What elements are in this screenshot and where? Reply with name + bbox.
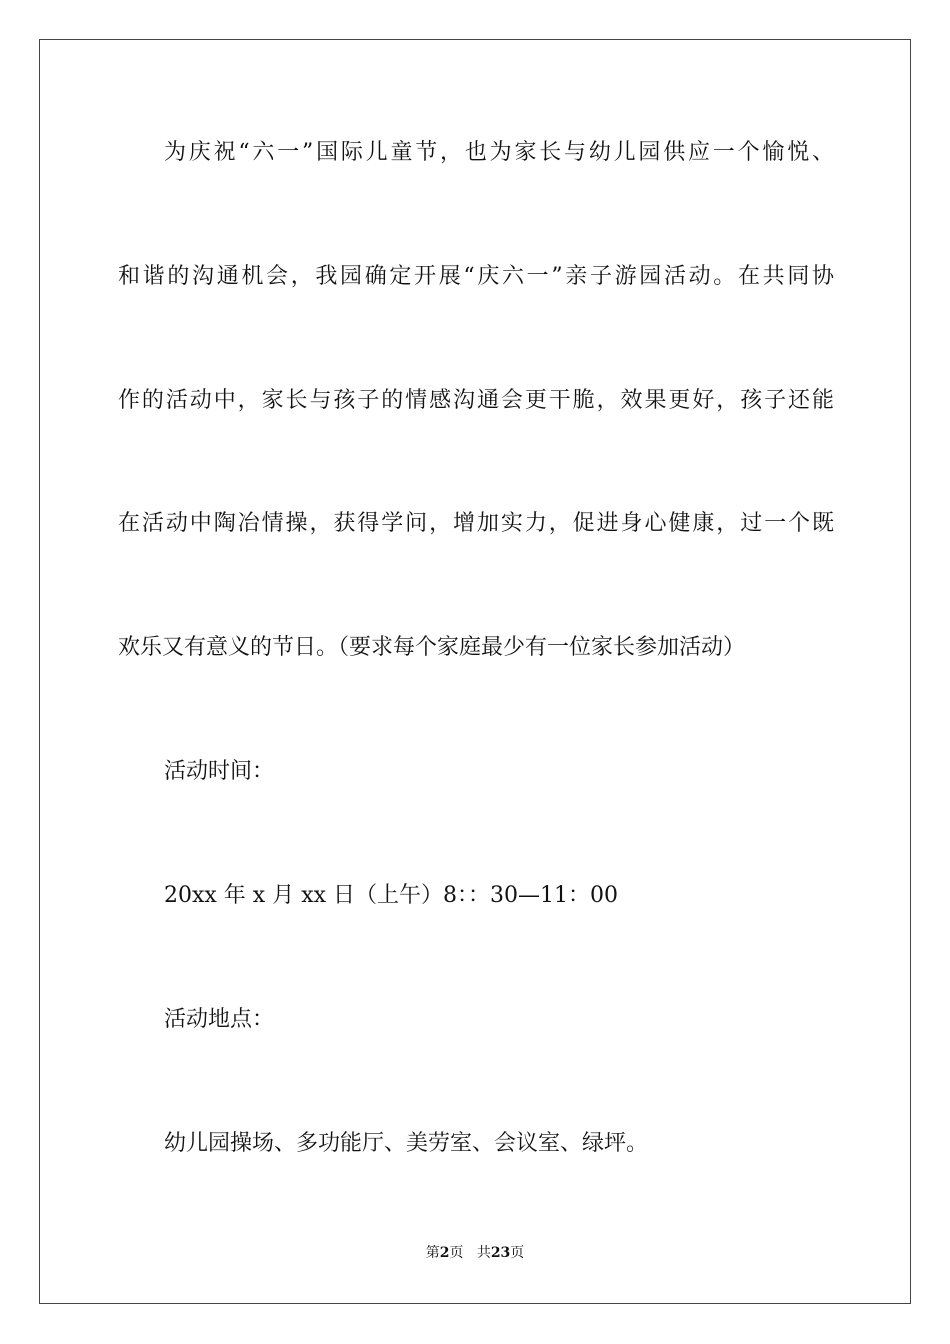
page-footer (0, 1244, 950, 1262)
footer-page-suffix: 页 (449, 1245, 464, 1261)
paragraph-line-4: 在活动中陶冶情操，获得学问，增加实力，促进身心健康，过一个既 (118, 511, 834, 536)
place-value: 幼儿园操场、多功能厅、美劳室、会议室、绿坪。 (164, 1131, 649, 1156)
paragraph-line-1: 为庆祝“六一”国际儿童节，也为家长与幼儿园供应一个愉悦、 (164, 140, 834, 165)
footer-total-number: 23 (490, 1245, 511, 1261)
page-frame (39, 39, 911, 1304)
time-value: 20xx 年 x 月 xx 日（上午）8：：30—11：00 (164, 883, 618, 908)
paragraph-line-5: 欢乐又有意义的节日。（要求每个家庭最少有一位家长参加活动） (118, 635, 746, 660)
paragraph-line-2: 和谐的沟通机会，我园确定开展“庆六一”亲子游园活动。在共同协 (118, 264, 834, 289)
place-heading: 活动地点： (164, 1007, 275, 1032)
footer-page-prefix: 第 (425, 1245, 440, 1261)
paragraph-line-3: 作的活动中，家长与孩子的情感沟通会更干脆，效果更好，孩子还能 (118, 388, 834, 413)
time-heading: 活动时间： (164, 759, 275, 784)
footer-page-number: 2 (439, 1245, 450, 1261)
footer-total-prefix: 共 (476, 1245, 491, 1261)
footer-total-suffix: 页 (510, 1245, 525, 1261)
